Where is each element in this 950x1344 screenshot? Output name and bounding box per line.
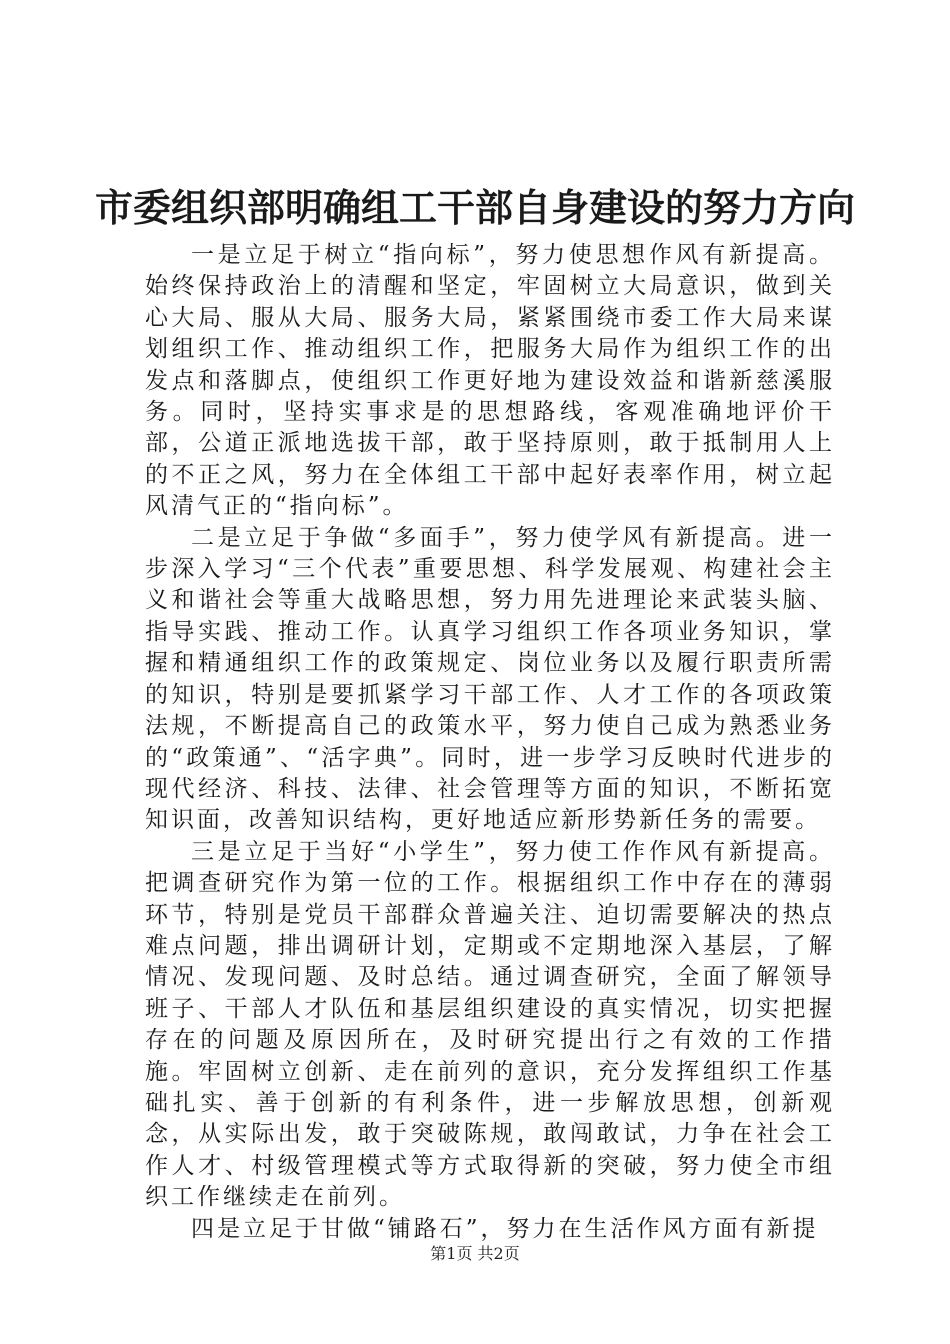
paragraph-2: 二是立足于争做“多面手”，努力使学风有新提高。进一步深入学习“三个代表”重要思想、科学发展观、构建社会主义和谐社会等重大战略思想，努力用先进理论来武装头脑、指导实践、推动工作。认真学习组织工作各项业务知识，掌握和精通组织工作的政策规定、岗位业务以及履行职责所需的知识，特别是要抓紧学习干部工作、人才工作的各项政策法规，不断提高自己的政策水平，努力使自己成为熟悉业务的“政策通”、“活字典”。同时，进一步学习反映时代进步的现代经济、科技、法律、社会管理等方面的知识，不断拓宽知识面，改善知识结构，更好地适应新形势新任务的需要。 <box>145 524 835 834</box>
document-body <box>145 240 835 1245</box>
paragraph-4: 四是立足于甘做“铺路石”，努力在生活作风方面有新提 <box>191 1215 819 1242</box>
document-title: 市委组织部明确组工干部自身建设的努力方向 <box>94 185 855 230</box>
paragraph-3: 三是立足于当好“小学生”，努力使工作作风有新提高。把调查研究作为第一位的工作。根据组织工作中存在的薄弱环节，特别是党员干部群众普遍关注、迫切需要解决的热点难点问题，排出调研计划，定期或不定期地深入基层，了解情况、发现问题、及时总结。通过调查研究，全面了解领导班子、干部人才队伍和基层组织建设的真实情况，切实把握存在的问题及原因所在，及时研究提出行之有效的工作措施。牢固树立创新、走在前列的意识，充分发挥组织工作基础扎实、善于创新的有利条件，进一步解放思想，创新观念，从实际出发，敢于突破陈规，敢闯敢试，力争在社会工作人才、村级管理模式等方式取得新的突破，努力使全市组织工作继续走在前列。 <box>145 838 835 1211</box>
page-footer: 第1页 共2页 <box>430 1244 520 1263</box>
paragraph-1: 一是立足于树立“指向标”，努力使思想作风有新提高。始终保持政治上的清醒和坚定，牢固树立大局意识，做到关心大局、服从大局、服务大局，紧紧围绕市委工作大局来谋划组织工作、推动组织工作，把服务大局作为组织工作的出发点和落脚点，使组织工作更好地为建设效益和谐新慈溪服务。同时，坚持实事求是的思想路线，客观准确地评价干部，公道正派地选拔干部，敢于坚持原则，敢于抵制用人上的不正之风，努力在全体组工干部中起好表率作用，树立起风清气正的“指向标”。 <box>145 242 835 520</box>
